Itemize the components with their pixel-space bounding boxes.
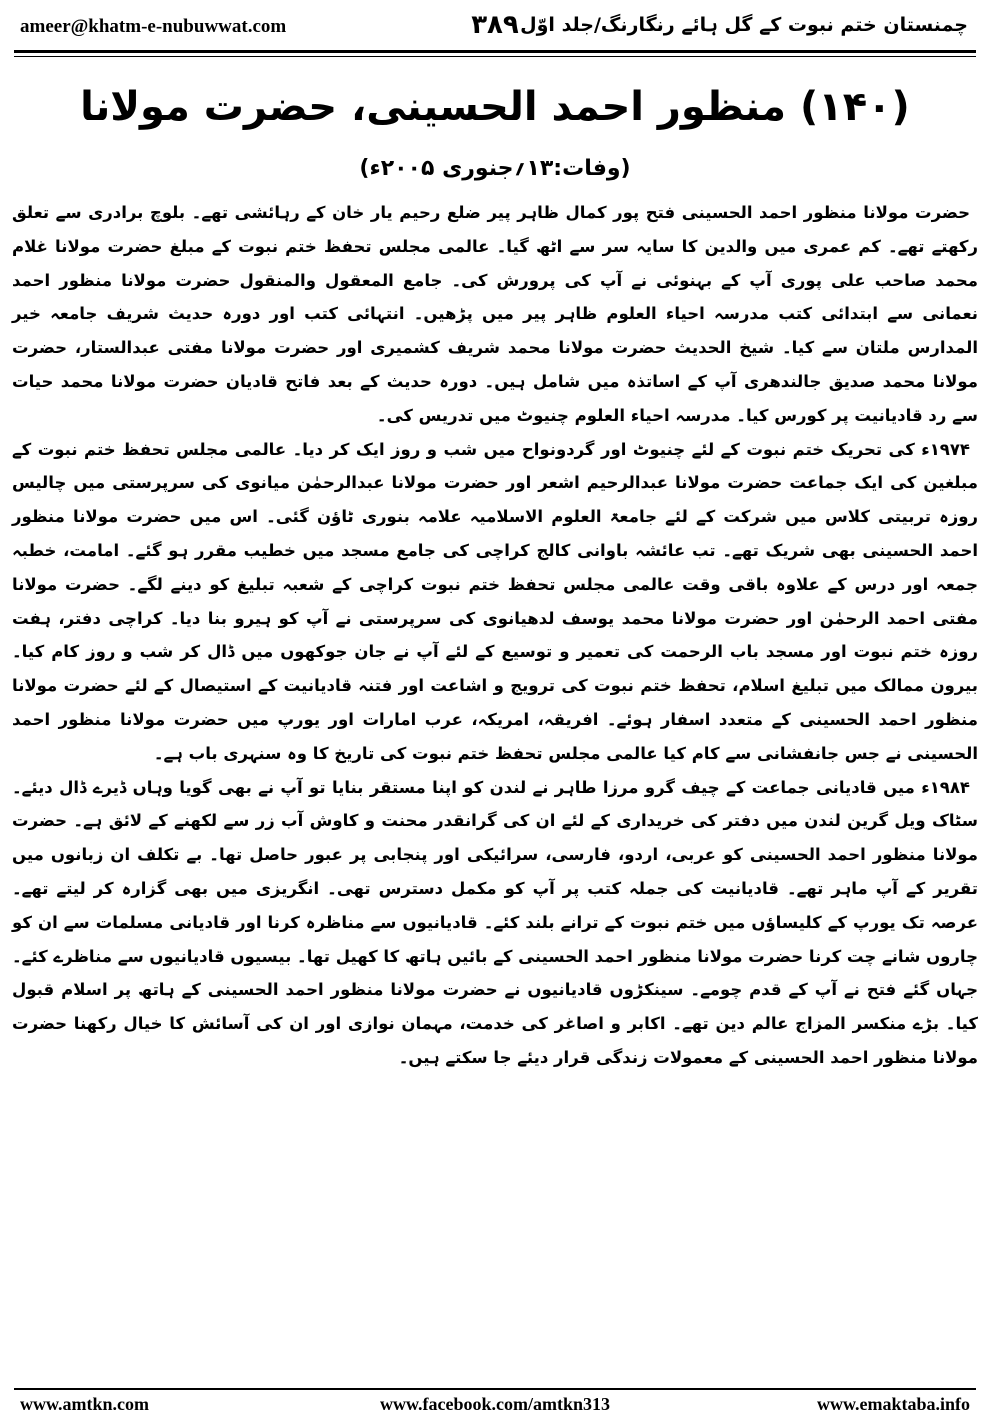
footer-link-amtkn[interactable]: www.amtkn.com (20, 1394, 149, 1414)
paragraph: ۱۹۷۴ء کی تحریک ختم نبوت کے لئے چنیوٹ اور گردونواح میں شب و روز ایک کر دیا۔ عالمی مجلس تحفظ ختم نبوت کے مبلغین کی ایک جماعت حضرت مولانا عبدالرحیم اشعر اور حضرت مولانا عبدالرحمٰن میانوی کی سرپرستی میں چالیس روزہ تربیتی کلاس میں شرکت کے لئے جامعۃ العلوم الاسلامیہ علامہ بنوری ٹاؤن گئی۔ اس میں حضرت مولانا منظور احمد الحسینی بھی شریک تھے۔ تب عائشہ باوانی کالج کراچی کی جامع مسجد میں خطیب مقرر ہو گئے۔ امامت، خطبہ جمعہ اور درس کے علاوہ باقی وقت عالمی مجلس تحفظ ختم نبوت کراچی کے شعبہ تبلیغ کو دینے لگے۔ حضرت مولانا مفتی احمد الرحمٰن اور حضرت مولانا محمد یوسف لدھیانوی کی سرپرستی نے آپ کو ہیرو بنا دیا۔ کراچی دفتر، ہفت روزہ ختم نبوت اور مسجد باب الرحمت کی تعمیر و توسیع کے لئے آپ نے جان جوکھوں میں ڈال کر شب و روز کام کیا۔ بیرون ممالک میں تبلیغ اسلام، تحفظ ختم نبوت کی ترویج و اشاعت اور فتنہ قادیانیت کے استیصال کے لئے حضرت مولانا منظور احمد الحسینی کے متعدد اسفار ہوئے۔ افریقہ، امریکہ، عرب امارات اور یورپ میں حضرت مولانا منظور احمد الحسینی نے جس جانفشانی سے کام کیا عالمی مجلس تحفظ ختم نبوت کی تاریخ کا وہ سنہری باب ہے۔ (12, 439, 978, 763)
header-email: ameer@khatm-e-nubuwwat.com (20, 16, 287, 37)
footer-link-emaktaba[interactable]: www.emaktaba.info (816, 1394, 970, 1414)
article-title: (۱۴۰) منظور احمد الحسینی، حضرت مولانا (80, 84, 910, 130)
footer-link-facebook[interactable]: www.facebook.com/amtkn313 (380, 1394, 610, 1414)
page-footer (14, 1388, 976, 1416)
death-date: (وفات:۱۳؍جنوری ۲۰۰۵ء) (359, 156, 631, 181)
page-header (14, 8, 976, 50)
paragraph: حضرت مولانا منظور احمد الحسینی فتح پور کمال ظاہر پیر ضلع رحیم یار خان کے رہائشی تھے۔ بلوچ برادری سے تعلق رکھتے تھے۔ کم عمری میں والدین کا سایہ سر سے اٹھ گیا۔ عالمی مجلس تحفظ ختم نبوت کے مبلغ حضرت مولانا غلام محمد صاحب علی پوری آپ کے بہنوئی نے آپ کی پرورش کی۔ جامع المعقول والمنقول حضرت مولانا منظور احمد نعمانی سے ابتدائی کتب مدرسہ احیاء العلوم ظاہر پیر میں پڑھیں۔ انتہائی کتب اور دورہ حدیث شریف جامعہ خیر المدارس ملتان سے کیا۔ شیخ الحدیث حضرت مولانا محمد شریف کشمیری اور حضرت مولانا مفتی عبدالستار، حضرت مولانا محمد صدیق جالندھری آپ کے اساتذہ میں شامل ہیں۔ دورہ حدیث کے بعد فاتح قادیان حضرت مولانا محمد حیات سے رد قادیانیت پر کورس کیا۔ مدرسہ احیاء العلوم چنیوٹ میں تدریس کی۔ (12, 203, 978, 425)
footer-rule (14, 1388, 976, 1390)
page-number: ۳۸۹ (471, 10, 519, 40)
header-rule-thin (14, 56, 976, 57)
article-body (12, 196, 978, 1075)
book-title: چمنستان ختم نبوت کے گل ہائے رنگارنگ/جلد اوّل (520, 14, 968, 36)
paragraph: ۱۹۸۴ء میں قادیانی جماعت کے چیف گرو مرزا طاہر نے لندن کو اپنا مستقر بنایا تو آپ نے بھی گویا وہاں ڈیرے ڈال دیئے۔ سٹاک ویل گرین لندن میں دفتر کی خریداری کے لئے ان کی گرانقدر محنت و کاوش آب زر سے لکھنے کے لائق ہے۔ حضرت مولانا منظور احمد الحسینی کو عربی، اردو، فارسی، سرائیکی اور پنجابی پر عبور حاصل تھا۔ بے تکلف ان زبانوں میں تقریر کے آپ ماہر تھے۔ قادیانیت کی جملہ کتب پر آپ کو مکمل دسترس تھی۔ انگریزی میں بھی گزارہ کر لیتے تھے۔ عرصہ تک یورپ کے کلیساؤں میں ختم نبوت کے ترانے بلند کئے۔ قادیانیوں سے مناظرہ کرنا اور قادیانی مسلمات سے ان کو چاروں شانے چت کرنا حضرت مولانا منظور احمد الحسینی کے بائیں ہاتھ کا کھیل تھا۔ بیسیوں قادیانیوں سے مناظرے کئے۔ جہاں گئے فتح نے آپ کے قدم چومے۔ سینکڑوں قادیانیوں نے حضرت مولانا منظور احمد الحسینی کے ہاتھ پر اسلام قبول کیا۔ بڑے منکسر المزاج عالم دین تھے۔ اکابر و اصاغر کی خدمت، مہمان نوازی اور ان کی آسائش کا خیال رکھنا حضرت مولانا منظور احمد الحسینی کے معمولات زندگی قرار دیئے جا سکتے ہیں۔ (12, 777, 978, 1067)
header-rule-thick (14, 50, 976, 53)
